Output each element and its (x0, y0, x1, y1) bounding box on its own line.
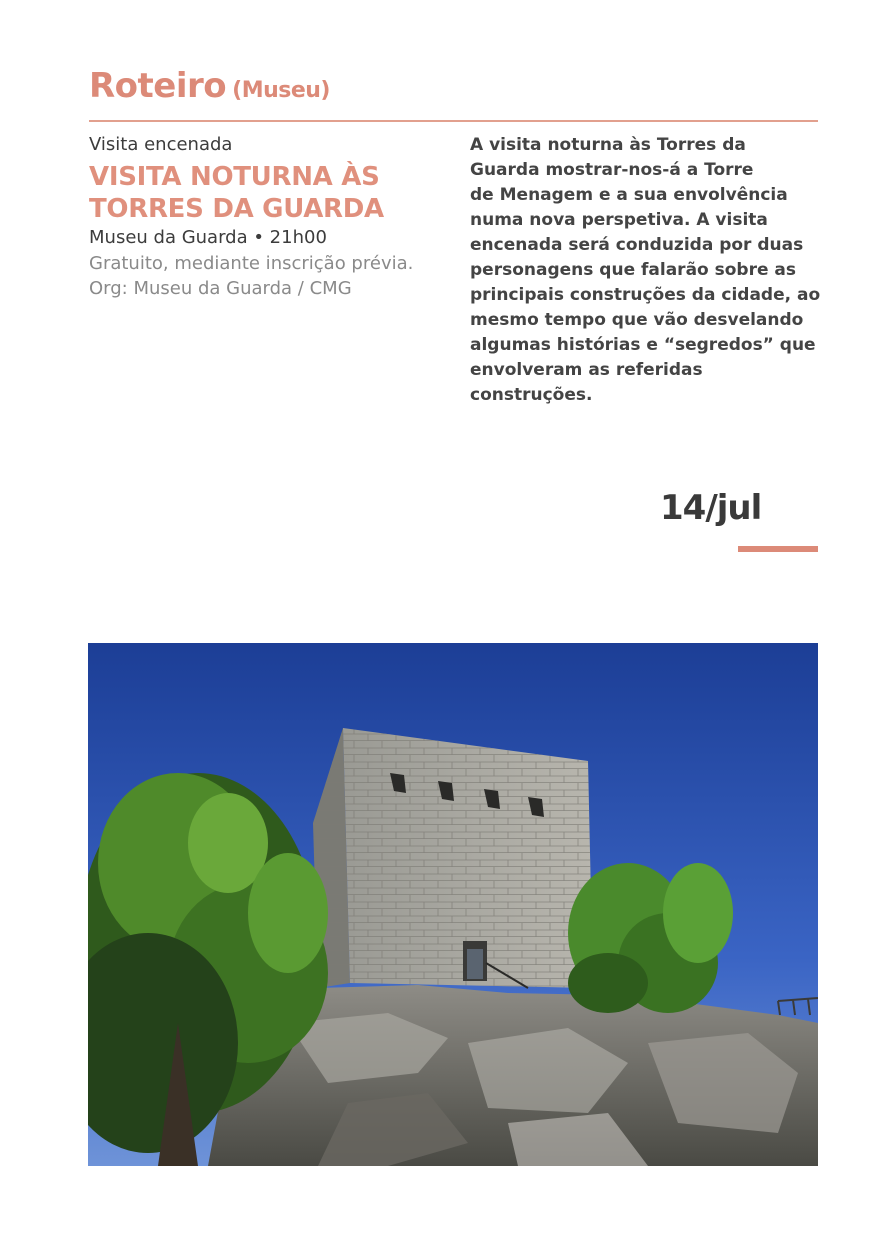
event-price: Gratuito, mediante inscrição prévia. (89, 253, 414, 274)
description-line: Guarda mostrar-nos-á a Torre (470, 160, 754, 180)
event-organizer: Org: Museu da Guarda / CMG (89, 278, 352, 299)
date-underline (738, 546, 818, 552)
description-line: envolveram as referidas construções. (470, 360, 703, 405)
description-line: numa nova perspetiva. A visita (470, 210, 768, 230)
event-place-time: Museu da Guarda • 21h00 (89, 227, 327, 248)
event-title-line-1: VISITA NOTURNA ÀS (89, 162, 380, 192)
section-title-text: Roteiro (89, 66, 227, 106)
page-header (89, 66, 818, 122)
event-date: 14/jul (660, 488, 762, 528)
description-line: principais construções da cidade, ao (470, 285, 821, 305)
event-category: Visita encenada (89, 134, 233, 155)
section-subtitle: (Museu) (232, 78, 330, 103)
description-line: algumas histórias e “segredos” que (470, 335, 816, 355)
tower-photo (88, 643, 818, 1166)
description-line: A visita noturna às Torres da (470, 135, 746, 155)
section-title (89, 66, 330, 106)
event-description (470, 133, 830, 408)
event-summary (89, 133, 449, 301)
description-line: de Menagem e a sua envolvência (470, 185, 788, 205)
event-title-line-2: TORRES DA GUARDA (89, 194, 384, 224)
tower-photo-illustration (88, 643, 818, 1166)
description-line: mesmo tempo que vão desvelando (470, 310, 804, 330)
description-line: personagens que falarão sobre as (470, 260, 797, 280)
event-title (89, 161, 449, 225)
description-line: encenada será conduzida por duas (470, 235, 804, 255)
